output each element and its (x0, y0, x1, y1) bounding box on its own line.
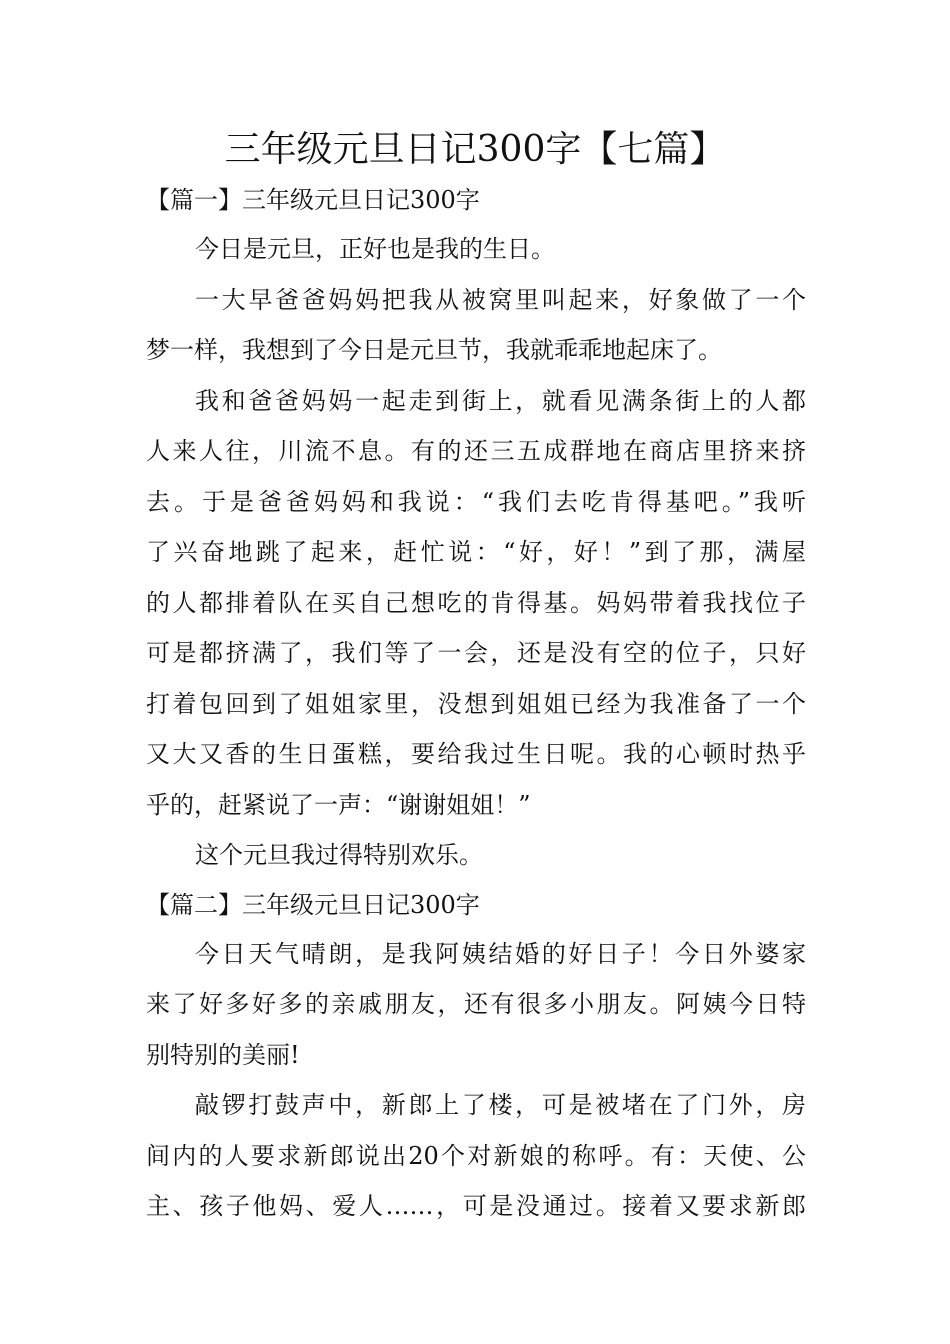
paragraph-line: 乎的，赶紧说了一声：“谢谢姐姐！” (146, 790, 531, 819)
section-heading: 【篇一】三年级元旦日记300字 (146, 186, 480, 214)
section-heading: 【篇二】三年级元旦日记300字 (146, 890, 480, 919)
paragraph-line: 了兴奋地跳了起来，赶忙说：“好，好！”到了那，满屋 (146, 538, 806, 566)
paragraph-line: 别特别的美丽! (146, 1040, 300, 1069)
paragraph (146, 830, 806, 881)
paragraph-line: 主、孩子他妈、爱人……，可是没通过。接着又要求新郎 (146, 1192, 806, 1220)
section-1 (146, 176, 806, 881)
paragraph-line: 人来人往，川流不息。有的还三五成群地在商店里挤来挤 (146, 437, 806, 465)
paragraph-line: 敲锣打鼓声中，新郎上了楼，可是被堵在了门外，房 (195, 1091, 806, 1119)
paragraph (146, 224, 806, 275)
paragraph-line: 今日是元旦，正好也是我的生日。 (195, 235, 555, 263)
paragraph-line: 梦一样，我想到了今日是元旦节，我就乖乖地起床了。 (146, 336, 722, 364)
paragraph-line: 去。于是爸爸妈妈和我说：“我们去吃肯得基吧。”我听 (146, 487, 806, 516)
paragraph (146, 275, 806, 376)
document-body (146, 176, 806, 1232)
paragraph-line: 来了好多好多的亲戚朋友，还有很多小朋友。阿姨今日特 (146, 990, 806, 1018)
section-2 (146, 881, 806, 1232)
paragraph-line: 打着包回到了姐姐家里，没想到姐姐已经为我准备了一个 (146, 689, 806, 718)
paragraph-line: 间内的人要求新郎说出20个对新娘的称呼。有：天使、公 (146, 1141, 806, 1170)
paragraph-line: 又大又香的生日蛋糕，要给我过生日呢。我的心顿时热乎 (146, 740, 806, 768)
paragraph-line: 今日天气晴朗，是我阿姨结婚的好日子！今日外婆家 (195, 939, 806, 968)
paragraph-line: 我和爸爸妈妈一起走到街上，就看见满条街上的人都 (195, 386, 806, 415)
paragraph-line: 这个元旦我过得特别欢乐。 (195, 841, 483, 869)
paragraph (146, 929, 806, 1081)
paragraph-line: 可是都挤满了，我们等了一会，还是没有空的位子，只好 (146, 639, 806, 667)
paragraph-line: 的人都排着队在买自己想吃的肯得基。妈妈带着我找位子 (146, 588, 806, 617)
paragraph (146, 376, 806, 831)
paragraph-line: 一大早爸爸妈妈把我从被窝里叫起来，好象做了一个 (195, 285, 806, 314)
paragraph (146, 1080, 806, 1232)
document-title: 三年级元旦日记300字【七篇】 (224, 129, 726, 170)
